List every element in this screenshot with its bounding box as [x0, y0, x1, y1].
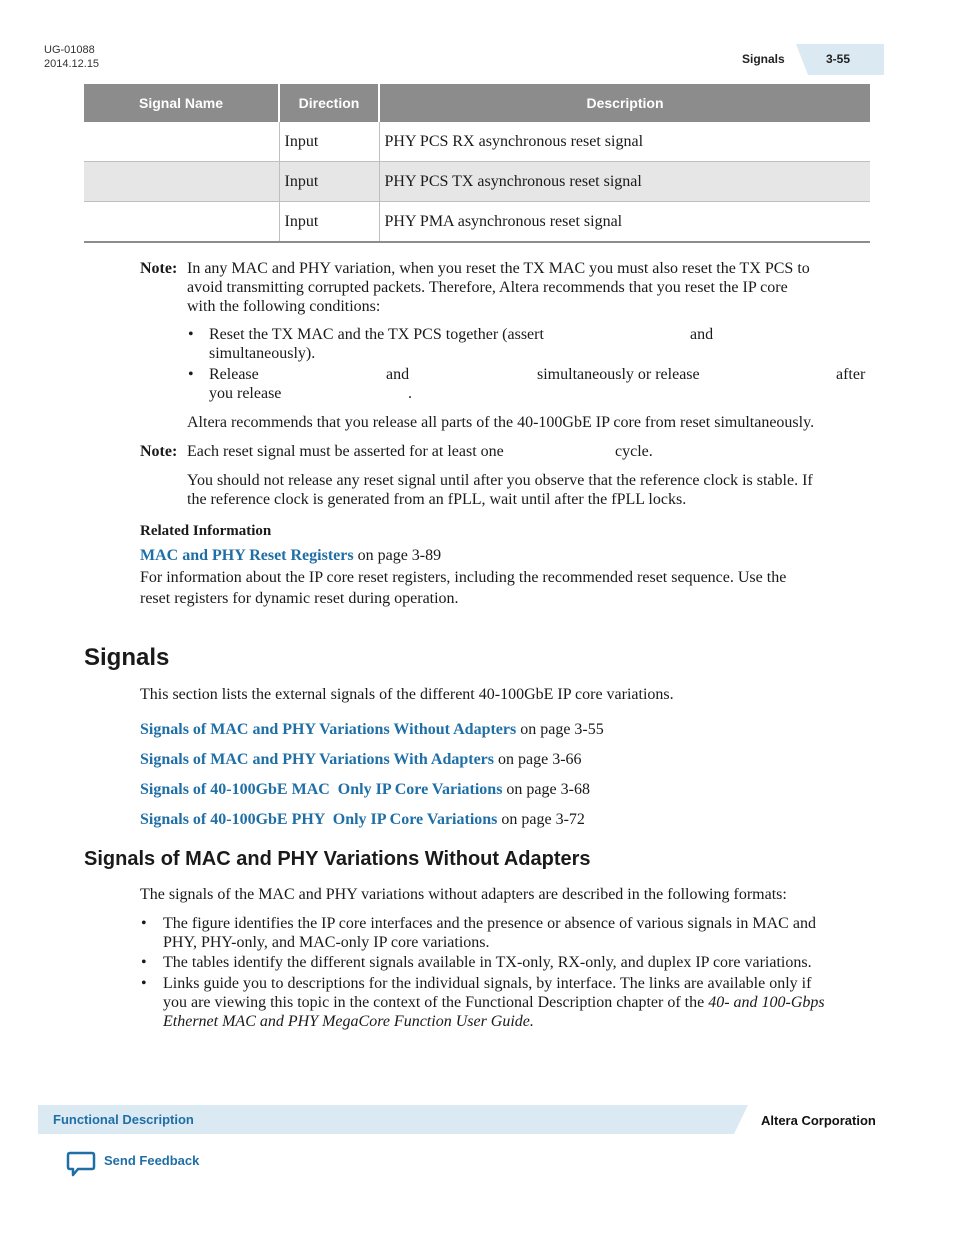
send-feedback-link[interactable]: Send Feedback: [104, 1153, 200, 1168]
related-desc-line: reset registers for dynamic reset during operation.: [140, 590, 459, 607]
subsection-heading: Signals of MAC and PHY Variations Without Adapters: [84, 848, 591, 870]
note-text: Each reset signal must be asserted for at least one: [187, 443, 504, 460]
feedback-icon[interactable]: [66, 1150, 96, 1178]
footer-chapter-link[interactable]: Functional Description: [53, 1112, 194, 1127]
list-item-line: [163, 1012, 873, 1031]
list-item: [163, 914, 873, 952]
subsection-intro: The signals of the MAC and PHY variations without adapters are described in the following formats:: [140, 886, 787, 903]
note-bullet-text: Reset the TX MAC and the TX PCS together (assert: [209, 326, 544, 343]
table-row: [84, 162, 870, 202]
bullet-dot: •: [188, 366, 194, 383]
list-item-line: The figure identifies the IP core interfaces and the presence or absence of various signals in MAC and: [163, 915, 816, 932]
note-line: In any MAC and PHY variation, when you reset the TX MAC you must also reset the TX PCS to: [187, 260, 810, 277]
signal-name-cell: [84, 202, 279, 243]
bullet-dot: •: [188, 326, 194, 343]
section-heading-signals: Signals: [84, 644, 170, 671]
related-link-line: [140, 546, 441, 565]
note-label: Note:: [140, 260, 178, 277]
column-header-direction: Direction: [279, 84, 379, 122]
guide-title-italic: Ethernet MAC and PHY MegaCore Function User Guide.: [163, 1013, 534, 1030]
document-id: [44, 43, 99, 71]
note-bullet-text: Release: [209, 366, 259, 383]
note-bullet-text: you release: [209, 385, 282, 402]
link-page-ref: on page 3-66: [498, 751, 582, 768]
page-number: 3-55: [826, 52, 851, 66]
signals-without-adapters-link[interactable]: Signals of MAC and PHY Variations Without Adapters: [140, 721, 517, 738]
footer-company: Altera Corporation: [761, 1113, 876, 1128]
column-header-description: Description: [379, 84, 870, 122]
signals-phy-only-link[interactable]: Signals of 40-100GbE PHY Only IP Core Variations: [140, 811, 498, 828]
mac-phy-reset-registers-link[interactable]: MAC and PHY Reset Registers: [140, 547, 354, 564]
note-label: Note:: [140, 443, 178, 460]
list-item-line: The tables identify the different signals available in TX-only, RX-only, and duplex IP core variations.: [163, 954, 812, 971]
link-page-ref: on page 3-89: [357, 547, 442, 564]
signals-link-line: [140, 780, 590, 799]
column-header-signal-name: Signal Name: [84, 84, 279, 122]
section-intro: This section lists the external signals of the different 40-100GbE IP core variations.: [140, 686, 674, 703]
signal-name-cell: [84, 162, 279, 202]
related-desc-line: For information about the IP core reset registers, including the recommended reset sequence. Use the: [140, 569, 787, 586]
link-page-ref: on page 3-72: [501, 811, 585, 828]
signal-name-cell: [84, 122, 279, 162]
note-line: You should not release any reset signal until after you observe that the reference clock is stable. If: [187, 472, 813, 489]
note-line: the reference clock is generated from an fPLL, wait until after the fPLL locks.: [187, 491, 687, 508]
list-item: [163, 974, 873, 1031]
list-item-line: PHY, PHY-only, and MAC-only IP core variations.: [163, 934, 490, 951]
direction-cell: Input: [279, 162, 379, 202]
note-bullet-text: and: [690, 326, 714, 343]
guide-title-italic: 40- and 100-Gbps: [708, 994, 825, 1011]
link-page-ref: on page 3-55: [520, 721, 604, 738]
note-bullet-text: simultaneously).: [209, 345, 316, 362]
signals-link-line: [140, 750, 582, 769]
doc-date: 2014.12.15: [44, 58, 100, 70]
direction-cell: Input: [279, 202, 379, 243]
signals-link-line: [140, 720, 604, 739]
reset-signals-table: [84, 84, 870, 243]
note-bullet-text: and: [386, 366, 410, 383]
description-cell: PHY PCS TX asynchronous reset signal: [379, 162, 870, 202]
bullet-dot: •: [141, 954, 147, 971]
description-cell: PHY PMA asynchronous reset signal: [379, 202, 870, 243]
related-description: [140, 567, 860, 609]
signals-with-adapters-link[interactable]: Signals of MAC and PHY Variations With Adapters: [140, 751, 494, 768]
doc-number: UG-01088: [44, 44, 95, 56]
signals-link-line: [140, 810, 585, 829]
note-bullet-text: after: [836, 366, 866, 383]
table-row: [84, 122, 870, 162]
related-information-heading: Related Information: [140, 523, 272, 539]
list-item-line: [163, 993, 873, 1012]
link-page-ref: on page 3-68: [506, 781, 590, 798]
note-bullet-text: simultaneously or release: [537, 366, 700, 383]
note-paragraph: [187, 471, 877, 509]
list-item-line: Links guide you to descriptions for the individual signals, by interface. The links are available only if: [163, 975, 812, 992]
list-item-text: you are viewing this topic in the context of the Functional Description chapter of the: [163, 994, 705, 1011]
note-text: cycle.: [615, 443, 653, 460]
bullet-dot: •: [141, 975, 147, 992]
list-item: [163, 953, 873, 972]
note-line: with the following conditions:: [187, 298, 381, 315]
description-cell: PHY PCS RX asynchronous reset signal: [379, 122, 870, 162]
bullet-dot: •: [141, 915, 147, 932]
table-header-row: [84, 84, 870, 122]
direction-cell: Input: [279, 122, 379, 162]
note-bullet-text: .: [408, 385, 412, 402]
note-paragraph: Altera recommends that you release all parts of the 40-100GbE IP core from reset simultaneously.: [187, 414, 815, 431]
signals-mac-only-link[interactable]: Signals of 40-100GbE MAC Only IP Core Variations: [140, 781, 503, 798]
note-text: [187, 259, 877, 316]
running-header-section: Signals: [742, 52, 785, 66]
note-line: avoid transmitting corrupted packets. Therefore, Altera recommends that you reset the IP core: [187, 279, 788, 296]
table-row: [84, 202, 870, 243]
